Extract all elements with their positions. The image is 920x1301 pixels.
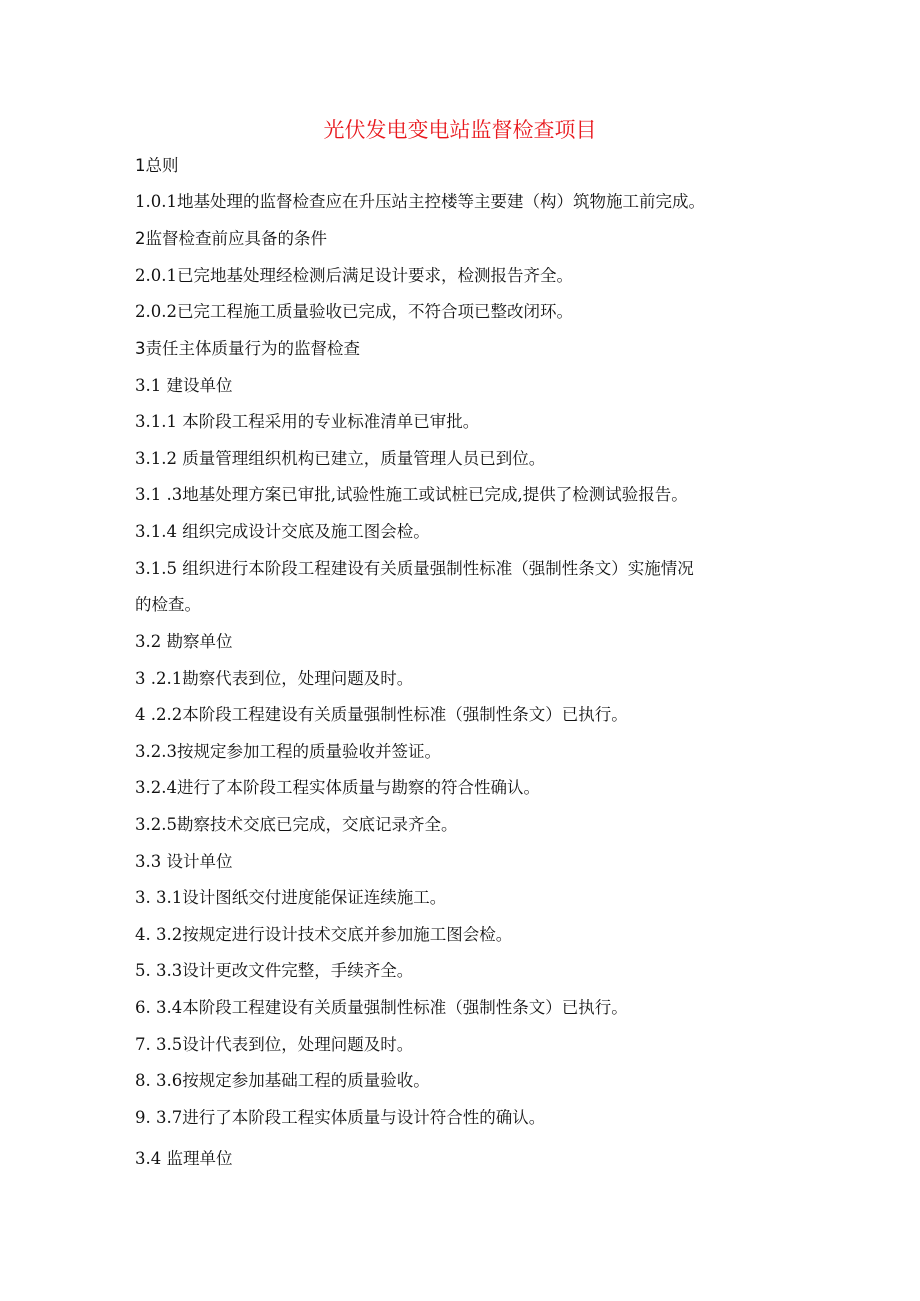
clause-3-3-5: 7. 3.5设计代表到位，处理问题及时。 <box>135 1035 414 1054</box>
clause-3-3-7: 9. 3.7进行了本阶段工程实体质量与设计符合性的确认。 <box>135 1108 546 1127</box>
clause-3-2-3: 3.2.3按规定参加工程的质量验收并签证。 <box>135 742 441 761</box>
clause-3-1-5: 3.1.5 组织进行本阶段工程建设有关质量强制性标准（强制性条文）实施情况 <box>135 559 694 578</box>
subsection-3-3: 3.3 设计单位 <box>135 852 233 871</box>
clause-3-1-1: 3.1.1 本阶段工程采用的专业标准清单已审批。 <box>135 412 480 431</box>
clause-2-0-1: 2.0.1已完地基处理经检测后满足设计要求，检测报告齐全。 <box>135 266 573 285</box>
section-heading-1: 1总则 <box>135 156 179 175</box>
clause-3-1-2: 3.1.2 质量管理组织机构已建立，质量管理人员已到位。 <box>135 449 546 468</box>
clause-3-1-3: 3.1 .3地基处理方案已审批,试验性施工或试桩已完成,提供了检测试验报告。 <box>135 485 688 504</box>
clause-1-0-1: 1.0.1地基处理的监督检查应在升压站主控楼等主要建（构）筑物施工前完成。 <box>135 192 705 211</box>
clause-3-1-5-continued: 的检查。 <box>135 595 201 614</box>
clause-3-3-3: 5. 3.3设计更改文件完整，手续齐全。 <box>135 961 414 980</box>
clause-3-2-2: 4 .2.2本阶段工程建设有关质量强制性标准（强制性条文）已执行。 <box>135 705 628 724</box>
clause-3-3-4: 6. 3.4本阶段工程建设有关质量强制性标准（强制性条文）已执行。 <box>135 998 628 1017</box>
clause-3-1-4: 3.1.4 组织完成设计交底及施工图会检。 <box>135 522 430 541</box>
clause-3-3-1: 3. 3.1设计图纸交付进度能保证连续施工。 <box>135 888 447 907</box>
clause-3-2-5: 3.2.5勘察技术交底已完成，交底记录齐全。 <box>135 815 458 834</box>
section-heading-2: 2监督检查前应具备的条件 <box>135 229 327 248</box>
section-heading-3: 3责任主体质量行为的监督检查 <box>135 339 360 358</box>
subsection-3-4: 3.4 监理单位 <box>135 1149 233 1168</box>
subsection-3-2: 3.2 勘察单位 <box>135 632 233 651</box>
clause-2-0-2: 2.0.2已完工程施工质量验收已完成，不符合项已整改闭环。 <box>135 302 573 321</box>
document-title: 光伏发电变电站监督检查项目 <box>323 118 597 142</box>
clause-3-3-6: 8. 3.6按规定参加基础工程的质量验收。 <box>135 1071 430 1090</box>
clause-3-3-2: 4. 3.2按规定进行设计技术交底并参加施工图会检。 <box>135 925 513 944</box>
clause-3-2-4: 3.2.4进行了本阶段工程实体质量与勘察的符合性确认。 <box>135 778 540 797</box>
clause-3-2-1: 3 .2.1勘察代表到位，处理问题及时。 <box>135 669 414 688</box>
subsection-3-1: 3.1 建设单位 <box>135 376 233 395</box>
